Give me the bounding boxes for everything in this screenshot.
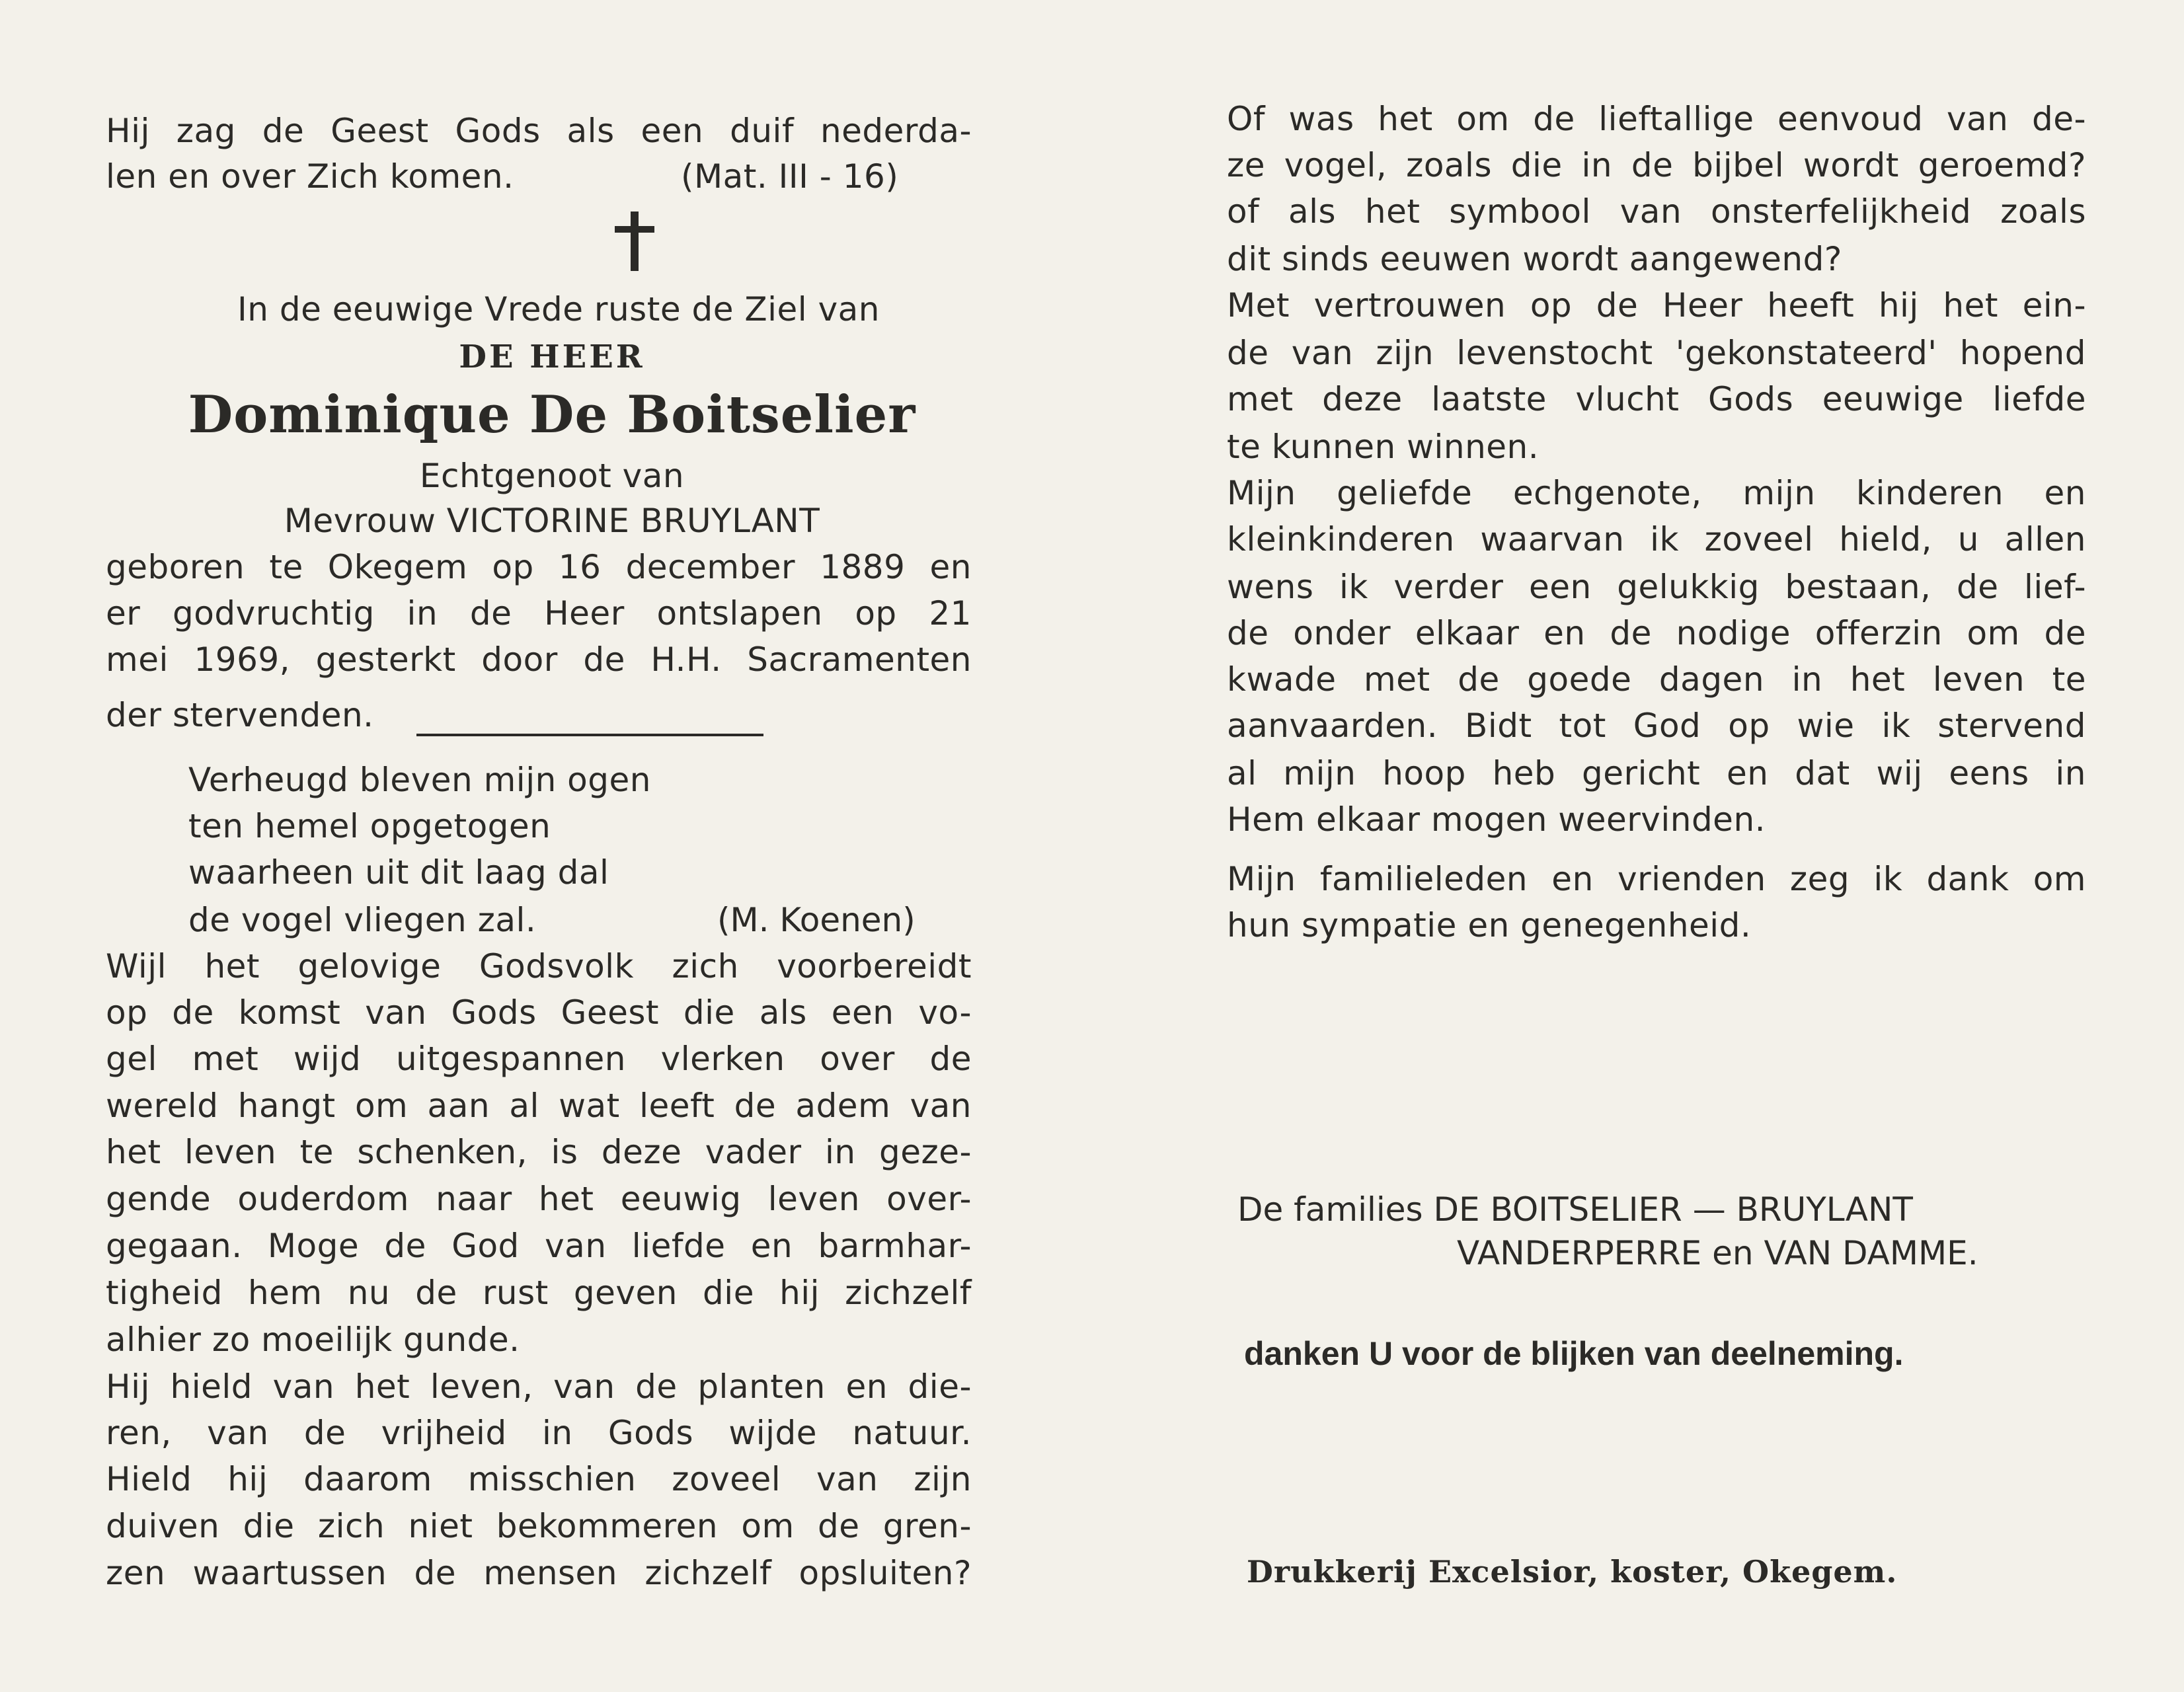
body-line: gegaan. Moge de God van liefde en barmhar- (106, 1227, 972, 1265)
body-line: Wijl het gelovige Godsvolk zich voorbereidt (106, 947, 972, 985)
body-line: aanvaarden. Bidt tot God op wie ik stervend (1227, 707, 2086, 745)
verse-line: waarheen uit dit laag dal (188, 853, 609, 892)
body-line: op de komst van Gods Geest die als een vo- (106, 993, 972, 1032)
body-line: de onder elkaar en de nodige offerzin om de (1227, 614, 2086, 652)
body-line: Hij hield van het leven, van de planten en die- (106, 1367, 972, 1406)
body-line: gel met wijd uitgespannen vlerken over de (106, 1040, 972, 1078)
body-line: of als het symbool van onsterfelijkheid zoals (1227, 192, 2086, 231)
body-line: Hem elkaar mogen weervinden. (1227, 800, 1766, 839)
acknowledgement-line: danken U voor de blijken van deelneming. (1244, 1335, 1904, 1372)
body-line: dit sinds eeuwen wordt aangewend? (1227, 240, 1842, 278)
body-line: duiven die zich niet bekommeren om de gren- (106, 1507, 972, 1545)
body-line: het leven te schenken, is deze vader in geze- (106, 1133, 972, 1171)
verse-line: Verheugd bleven mijn ogen (188, 761, 651, 799)
body-line: alhier zo moeilijk gunde. (106, 1321, 520, 1359)
divider (416, 734, 763, 736)
bio-line: er godvruchtig in de Heer ontslapen op 21 (106, 594, 972, 633)
verse-line: ten hemel opgetogen (188, 807, 551, 845)
body-line: ze vogel, zoals die in de bijbel wordt geroemd? (1227, 146, 2086, 184)
body-line: Met vertrouwen op de Heer heeft hij het ein- (1227, 286, 2086, 325)
spouse-name: Mevrouw VICTORINE BRUYLANT (284, 502, 820, 540)
body-line: zen waartussen de mensen zichzelf opsluiten? (106, 1554, 972, 1592)
intro-line: In de eeuwige Vrede ruste de Ziel van (237, 290, 880, 328)
printer-credit: Drukkerij Excelsior, koster, Okegem. (1247, 1554, 1898, 1590)
epigraph-line: Hij zag de Geest Gods als een duif nederda- (106, 112, 972, 150)
body-line: met deze laatste vlucht Gods eeuwige liefde (1227, 380, 2086, 418)
bio-line: der stervenden. (106, 696, 374, 734)
body-line: Mijn geliefde echgenote, mijn kinderen en (1227, 474, 2086, 512)
cross-icon (615, 212, 654, 271)
body-line: al mijn hoop heb gericht en dat wij eens in (1227, 754, 2086, 792)
body-line: wens ik verder een gelukkig bestaan, de lief- (1227, 568, 2086, 606)
honorific-title: DE HEER (459, 338, 645, 375)
bio-line: geboren te Okegem op 16 december 1889 en (106, 548, 972, 586)
deceased-name: Dominique De Boitselier (188, 385, 916, 445)
epigraph-line: len en over Zich komen. (106, 157, 514, 196)
bio-line: mei 1969, gesterkt door de H.H. Sacramenten (106, 640, 972, 679)
epigraph-reference: (Mat. III - 16) (681, 157, 899, 196)
body-line: tigheid hem nu de rust geven die hij zichzelf (106, 1274, 972, 1312)
body-line: kleinkinderen waarvan ik zoveel hield, u allen (1227, 520, 2086, 558)
body-line: gende ouderdom naar het eeuwig leven over- (106, 1180, 972, 1218)
closing-line: hun sympatie en genegenheid. (1227, 906, 1752, 944)
body-line: te kunnen winnen. (1227, 428, 1540, 466)
body-line: de van zijn levenstocht 'gekonstateerd' hopend (1227, 334, 2086, 372)
body-line: Of was het om de lieftallige eenvoud van de- (1227, 100, 2086, 138)
verse-line: de vogel vliegen zal. (188, 901, 537, 939)
body-line: Hield hij daarom misschien zoveel van zijn (106, 1460, 972, 1498)
families-line: De families DE BOITSELIER — BRUYLANT (1237, 1190, 1913, 1229)
body-line: wereld hangt om aan al wat leeft de adem van (106, 1087, 972, 1125)
verse-reference: (M. Koenen) (717, 901, 916, 939)
body-line: kwade met de goede dagen in het leven te (1227, 660, 2086, 699)
families-line: VANDERPERRE en VAN DAMME. (1457, 1234, 1978, 1272)
spouse-label: Echtgenoot van (419, 457, 685, 495)
body-line: ren, van de vrijheid in Gods wijde natuur. (106, 1414, 972, 1452)
closing-line: Mijn familieleden en vrienden zeg ik dank om (1227, 860, 2086, 898)
